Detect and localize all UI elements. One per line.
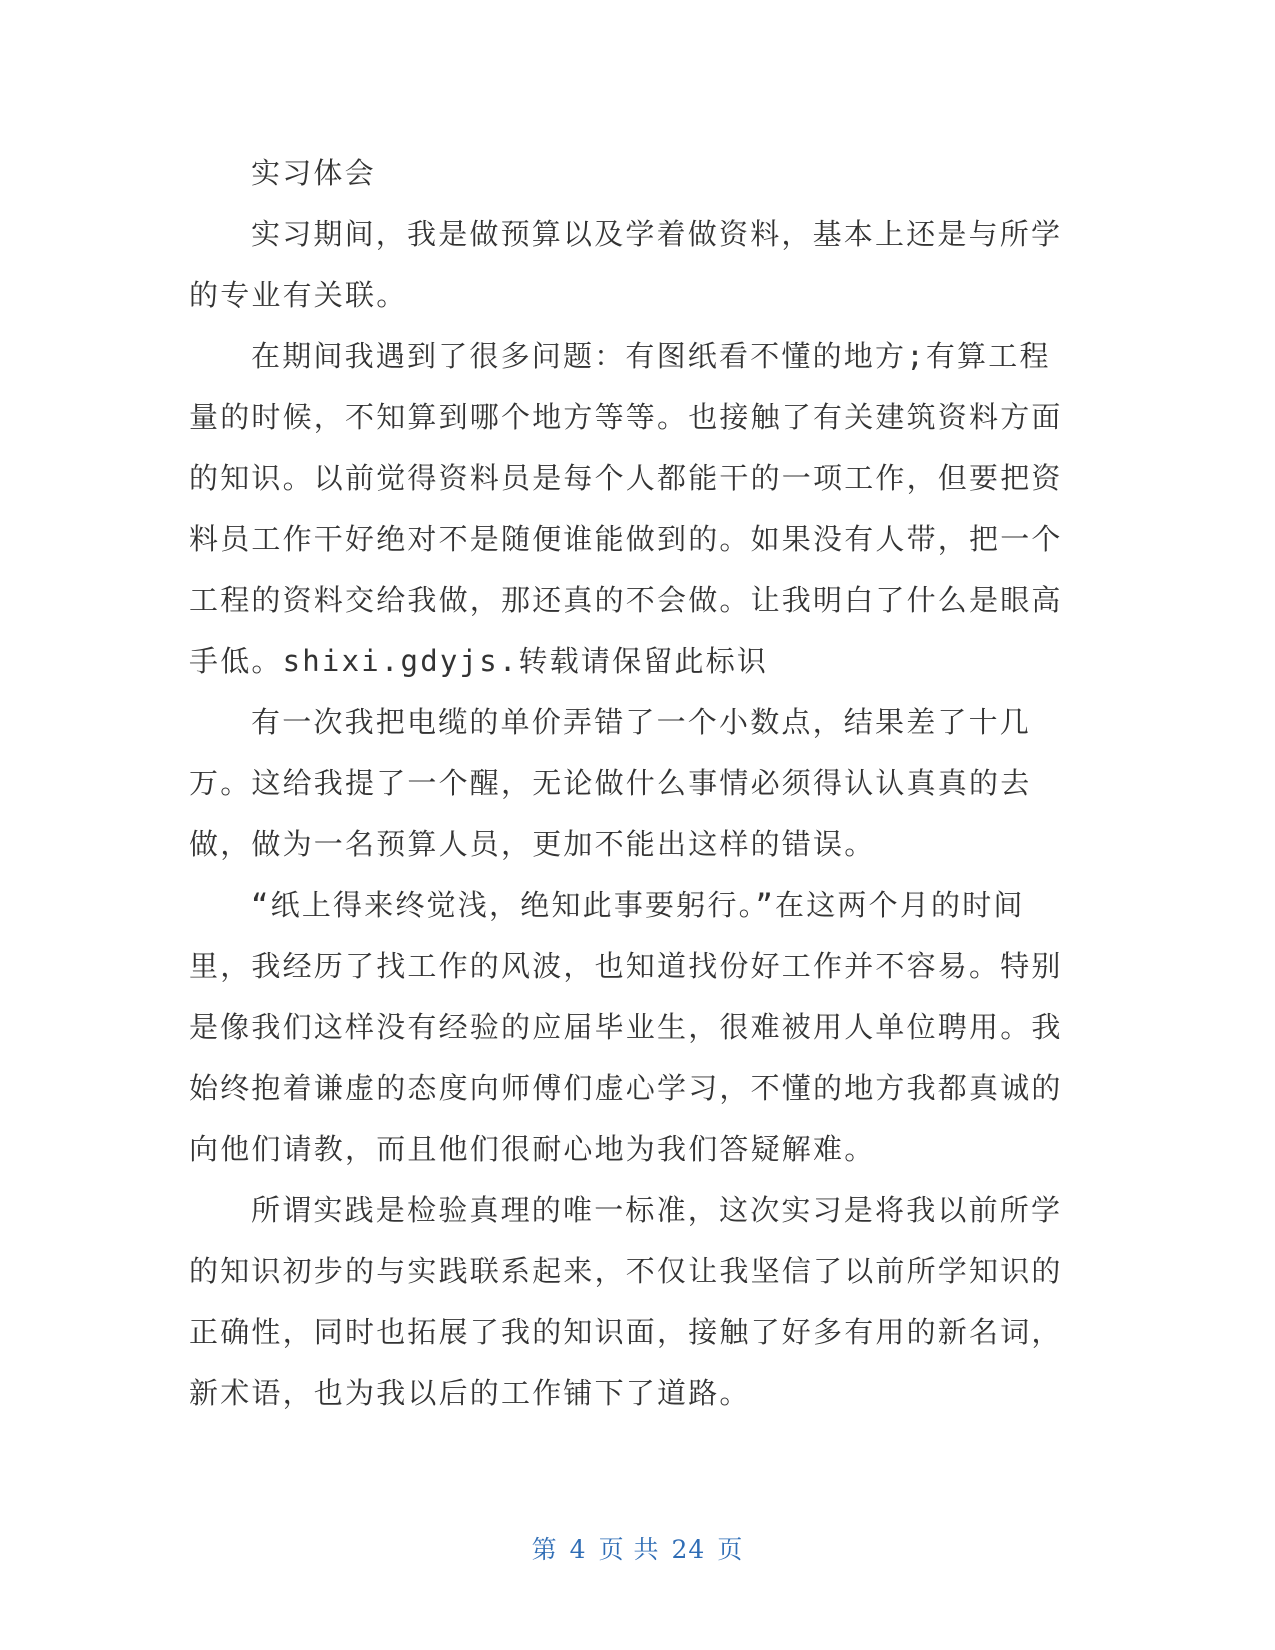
paragraph-1: 实习期间，我是做预算以及学着做资料，基本上还是与所学的专业有关联。 xyxy=(189,217,1063,312)
page-footer xyxy=(0,1530,1275,1566)
page-body xyxy=(189,143,1069,1424)
footer-suffix: 页 xyxy=(717,1535,744,1564)
paragraph-2: 在期间我遇到了很多问题：有图纸看不懂的地方;有算工程量的时候，不知算到哪个地方等等。也接触了有关建筑资料方面的知识。以前觉得资料员是每个人都能干的一项工作，但要把资料员工作干好绝对不是随便谁能做到的。如果没有人带，把一个工程的资料交给我做，那还真的不会做。让我明白了什么是眼高手低。shixi.gdyjs.转载请保留此标识 xyxy=(189,339,1063,678)
paragraph-3: 有一次我把电缆的单价弄错了一个小数点，结果差了十几万。这给我提了一个醒，无论做什么事情必须得认认真真的去做，做为一名预算人员，更加不能出这样的错误。 xyxy=(189,705,1032,861)
footer-middle: 页 共 xyxy=(598,1535,660,1564)
footer-total-pages: 24 xyxy=(671,1535,706,1564)
footer-current-page: 4 xyxy=(569,1535,587,1564)
paragraph-4: “纸上得来终觉浅，绝知此事要躬行。”在这两个月的时间里，我经历了找工作的风波，也知道找份好工作并不容易。特别是像我们这样没有经验的应届毕业生，很难被用人单位聘用。我始终抱着谦虚的态度向师傅们虚心学习，不懂的地方我都真诚的向他们请教，而且他们很耐心地为我们答疑解难。 xyxy=(189,888,1063,1166)
footer-prefix: 第 xyxy=(531,1535,558,1564)
document-heading: 实习体会 xyxy=(251,156,376,190)
paragraph-5: 所谓实践是检验真理的唯一标准，这次实习是将我以前所学的知识初步的与实践联系起来，不仅让我坚信了以前所学知识的正确性，同时也拓展了我的知识面，接触了好多有用的新名词，新术语，也为我以后的工作铺下了道路。 xyxy=(189,1193,1063,1410)
